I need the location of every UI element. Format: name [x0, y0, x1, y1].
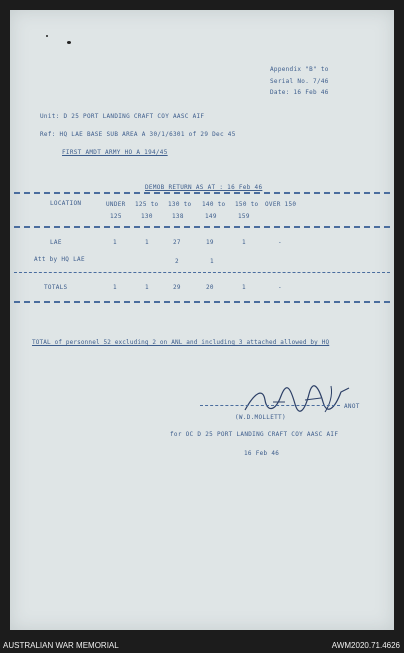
table-cell: 29: [173, 284, 181, 291]
total-note: TOTAL of personnel 52 excluding 2 on ANL and including 3 attached allowed by HQ: [32, 339, 330, 346]
row-location: TOTALS: [44, 284, 68, 291]
col-130-138: 130 to: [168, 201, 192, 208]
col-over-150: OVER 150: [265, 201, 297, 208]
table-cell: 19: [206, 239, 214, 246]
table-cell: 1: [242, 239, 246, 246]
col-under-125-b: 125: [110, 213, 122, 220]
signatory-name: (W.D.MOLLETT): [235, 414, 286, 421]
table-cell: 20: [206, 284, 214, 291]
row-location: Att by HQ LAE: [34, 256, 85, 263]
col-130-138-b: 138: [172, 213, 184, 220]
document-date: Date: 16 Feb 46: [270, 89, 329, 96]
table-title: DEMOB RETURN AS AT : 16 Feb 46: [145, 184, 263, 191]
col-140-149-b: 149: [205, 213, 217, 220]
unit-line: Unit: D 25 PORT LANDING CRAFT COY AASC AIF: [40, 113, 205, 120]
subtotal-rule: [14, 272, 390, 273]
col-150-159: 150 to: [235, 201, 259, 208]
col-125-130: 125 to: [135, 201, 159, 208]
col-150-159-b: 159: [238, 213, 250, 220]
serial-number: Serial No. 7/46: [270, 78, 329, 85]
archive-footer: [0, 638, 404, 653]
table-cell: 1: [145, 284, 149, 291]
accession-number: AWM2020.71.4626: [331, 641, 400, 650]
appendix-label: Appendix "B" to: [270, 66, 329, 73]
table-cell: 2: [175, 258, 179, 265]
table-cell: 27: [173, 239, 181, 246]
table-bottom-rule: [14, 301, 390, 303]
row-location: LAE: [50, 239, 62, 246]
ink-speck: [67, 41, 71, 44]
amendment-line: FIRST AMDT ARMY HO A 194/45: [62, 149, 168, 156]
table-top-rule: [14, 192, 390, 194]
table-cell: -: [278, 239, 282, 246]
table-cell: 1: [113, 284, 117, 291]
signature-suffix: ANOT: [344, 403, 360, 410]
col-under-125: UNDER: [106, 201, 126, 208]
table-cell: 1: [113, 239, 117, 246]
table-cell: -: [278, 284, 282, 291]
document-page: [10, 10, 394, 630]
reference-line: Ref: HQ LAE BASE SUB AREA A 30/1/6301 of 29 Dec 45: [40, 131, 236, 138]
col-location: LOCATION: [50, 200, 82, 207]
signature-date: 16 Feb 46: [244, 450, 280, 457]
table-cell: 1: [145, 239, 149, 246]
ink-speck: [46, 35, 48, 37]
signatory-for-line: for OC D 25 PORT LANDING CRAFT COY AASC AIF: [170, 431, 339, 438]
table-cell: 1: [210, 258, 214, 265]
header-bottom-rule: [14, 226, 390, 228]
signature-line: [200, 405, 340, 406]
table-cell: 1: [242, 284, 246, 291]
col-125-130-b: 130: [141, 213, 153, 220]
archive-name: AUSTRALIAN WAR MEMORIAL: [3, 641, 119, 650]
col-140-149: 140 to: [202, 201, 226, 208]
